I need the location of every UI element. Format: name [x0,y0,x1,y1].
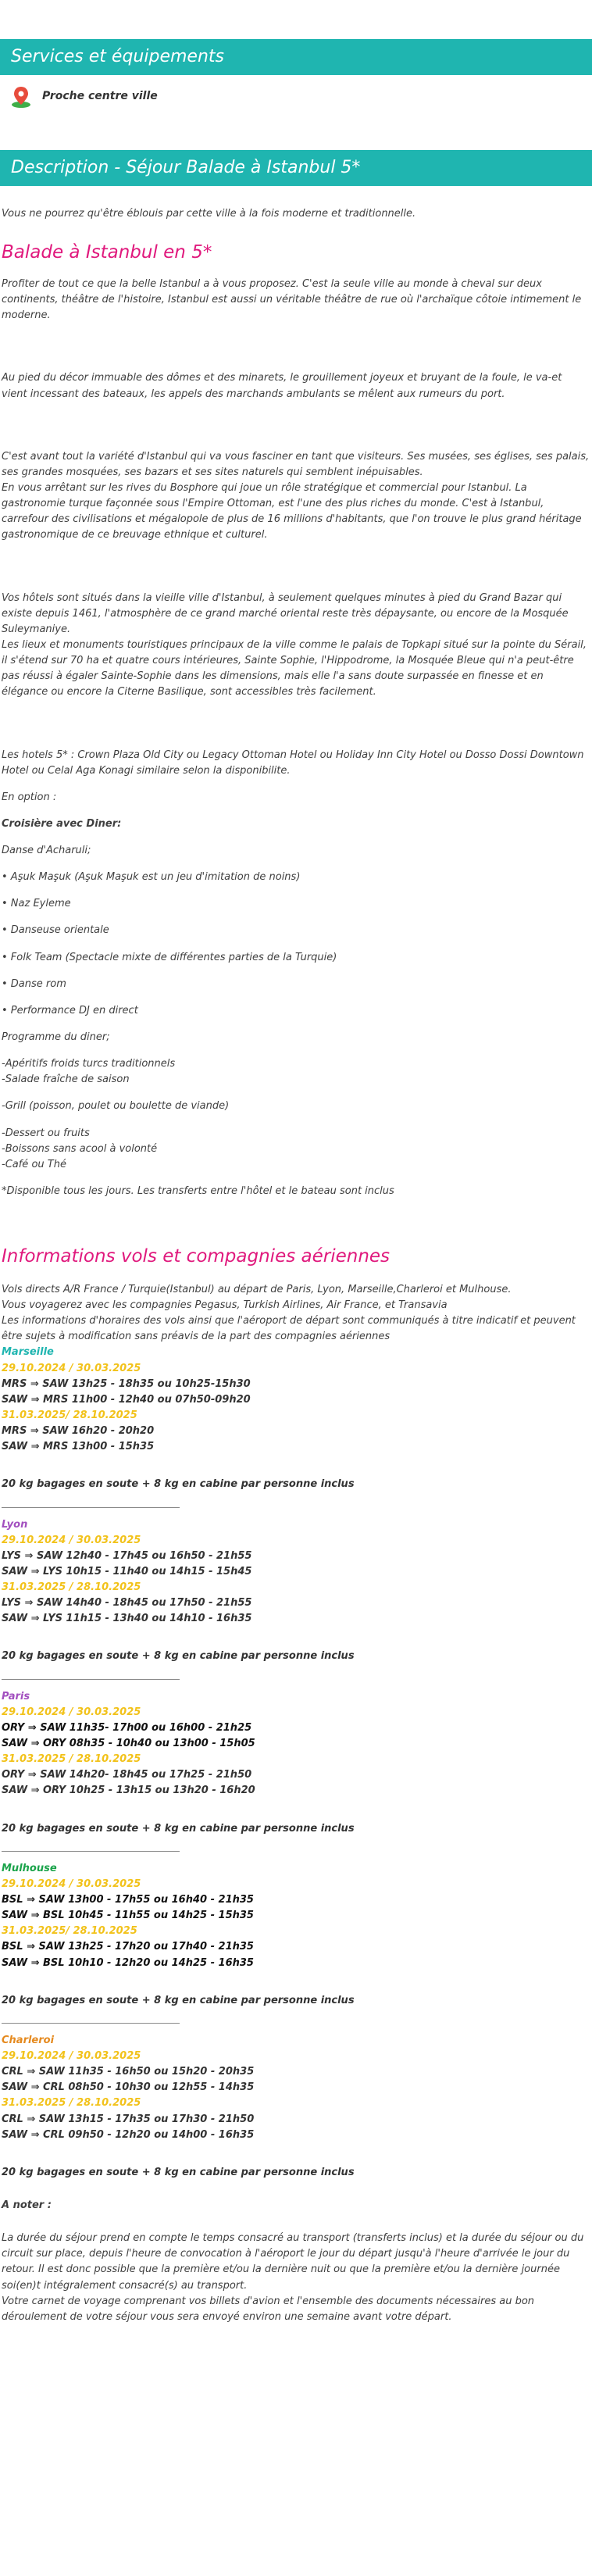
divider [2,2023,180,2024]
route: SAW ⇒ CRL 09h50 - 12h20 ou 14h00 - 16h35 [2,2128,255,2141]
route: ORY ⇒ SAW 11h35- 17h00 ou 16h00 - 21h25 [2,1721,252,1734]
period: 29.10.2024 / 30.03.2025 [2,1878,141,1890]
route: SAW ⇒ BSL 10h45 - 11h55 ou 14h25 - 15h35 [2,1910,254,1922]
description-body [0,206,592,1199]
city-block-charleroi [2,2033,590,2181]
flights-intro: Vols directs A/R France / Turquie(Istanbul) au départ de Paris, Lyon, Marseille,Charleroi et Mulhouse. Vous voyagerez avec les compagnies Pegasus, Turkish Airlines, Air France, et Transavia Les informations d'horaires des vols ainsi que l'aéroport de départ sont communiqués à titre indicatif et peuvent être sujets à modification sans préavis de la part des compagnies aériennes [2,1283,576,1343]
paragraph-2: Au pied du décor immuable des dômes et des minarets, le grouillement joyeux et bruyant de la foule, le va-et vient incessant des bateaux, les appels des marchands ambulants se mêlent aux rumeurs du port. [2,372,562,400]
route: SAW ⇒ ORY 08h35 - 10h40 ou 13h00 - 15h05 [2,1738,255,1750]
route: SAW ⇒ ORY 10h25 - 13h15 ou 13h20 - 16h20 [2,1785,255,1797]
route: CRL ⇒ SAW 11h35 - 16h50 ou 15h20 - 20h35 [2,2066,255,2078]
baggage-info: 20 kg bagages en soute + 8 kg en cabine par personne inclus [2,1994,355,2006]
period: 29.10.2024 / 30.03.2025 [2,1534,141,1546]
page [0,39,592,2341]
city-name: Paris [2,1690,30,1702]
city-name: Marseille [2,1346,54,1359]
baggage-info: 20 kg bagages en soute + 8 kg en cabine par personne inclus [2,1822,355,1835]
period: 31.03.2025 / 28.10.2025 [2,1753,141,1766]
city-block-mulhouse [2,1861,590,2024]
flights-title: Informations vols et compagnies aériennes [2,1246,391,1267]
note-text: La durée du séjour prend en compte le temps consacré au transport (transferts inclus) et la durée du séjour ou du circuit sur place, depuis l'heure de convocation à l'aéroport le jour du départ jusqu'à l'heure d'arrivée le jour du retour. Il est donc possible que la première et/ou la dernière nuit ou que la première et/ou la dernière journée soi(en)t intégralement consacré(s) au transport. Votre carnet de voyage comprenant vos billets d'avion et l'ensemble des documents nécessaires au bon déroulement de votre séjour vous sera envoyé environ une semaine avant votre départ. [2,2232,584,2323]
feature-item [0,75,592,113]
route: MRS ⇒ SAW 16h20 - 20h20 [2,1425,155,1438]
divider [2,1851,180,1852]
baggage-info: 20 kg bagages en soute + 8 kg en cabine par personne inclus [2,1650,355,1663]
menu-starters: -Apéritifs froids turcs traditionnels -Salade fraîche de saison [2,1058,176,1086]
route: SAW ⇒ CRL 08h50 - 10h30 ou 12h55 - 14h35 [2,2081,255,2094]
list-item: • Danse rom [2,977,66,990]
city-name: Mulhouse [2,1862,57,1874]
route: ORY ⇒ SAW 14h20- 18h45 ou 17h25 - 21h50 [2,1769,252,1781]
option-label: En option : [2,791,57,803]
period: 31.03.2025 / 28.10.2025 [2,1581,141,1594]
menu-main: -Grill (poisson, poulet ou boulette de viande) [2,1100,230,1113]
menu-desserts: -Dessert ou fruits -Boissons sans acool à volonté -Café ou Thé [2,1127,158,1170]
paragraph-3: C'est avant tout la variété d'Istanbul qui va vous fasciner en tant que visiteurs. Ses musées, ses églises, ses palais, ses grandes mosquées, ses bazars et ses sites naturels qui semblent inépuisables. En vous arrêtant sur les rives du Bosphore qui joue un rôle stratégique et commercial pour Istanbul. La gastronomie turque façonnée sous l'Empire Ottoman, est l'une des plus riches du monde. C'est à Istanbul, carrefour des civilisations et mégalopole de plus de 16 millions d'habitants, que l'on trouve le plus grand héritage gastronomique de ce breuvage ethnique et culturel. [2,450,590,541]
section-title: Balade à Istanbul en 5* [2,242,212,263]
route: BSL ⇒ SAW 13h00 - 17h55 ou 16h40 - 21h35 [2,1894,254,1906]
list-item: • Performance DJ en direct [2,1004,138,1016]
city-block-lyon [2,1517,590,1680]
city-name: Lyon [2,1518,28,1531]
dance-label: Danse d'Acharuli; [2,845,91,857]
route: LYS ⇒ SAW 12h40 - 17h45 ou 16h50 - 21h55 [2,1549,252,1562]
list-item: • Naz Eyleme [2,898,71,910]
period: 29.10.2024 / 30.03.2025 [2,1362,141,1374]
route: MRS ⇒ SAW 13h25 - 18h35 ou 10h25-15h30 [2,1377,251,1390]
city-name: Charleroi [2,2034,55,2046]
divider [2,1507,180,1508]
baggage-info: 20 kg bagages en soute + 8 kg en cabine par personne inclus [2,1478,355,1491]
note-heading: A noter : [2,2199,52,2211]
divider [2,1679,180,1680]
services-heading: Services et équipements [0,39,592,75]
period: 31.03.2025 / 28.10.2025 [2,2097,141,2110]
period: 29.10.2024 / 30.03.2025 [2,1706,141,1718]
hotels-text: Les hotels 5* : Crown Plaza Old City ou Legacy Ottoman Hotel ou Holiday Inn City Hotel ou Dosso Dossi Downtown Hotel ou Celal Aga Konagi similaire selon la disponibilite. [2,749,584,777]
period: 31.03.2025/ 28.10.2025 [2,1409,137,1421]
flights-section [0,1243,592,2325]
disclaimer-text: *Disponible tous les jours. Les transferts entre l'hôtel et le bateau sont inclus [2,1185,394,1198]
period: 29.10.2024 / 30.03.2025 [2,2050,141,2063]
intro-text: Vous ne pourrez qu'être éblouis par cette ville à la fois moderne et traditionnelle. [2,208,416,220]
paragraph-1: Profiter de tout ce que la belle Istanbul a à vous proposez. C'est la seule ville au monde à cheval sur deux continents, théâtre de l'histoire, Istanbul est aussi un véritable théâtre de rue où l'archaïque côtoie intimement le moderne. [2,277,582,322]
period: 31.03.2025/ 28.10.2025 [2,1925,137,1938]
city-block-paris [2,1689,590,1852]
city-block-marseille [2,1345,590,1507]
route: BSL ⇒ SAW 13h25 - 17h20 ou 17h40 - 21h35 [2,1941,254,1953]
route: SAW ⇒ LYS 11h15 - 13h40 ou 14h10 - 16h35 [2,1613,252,1625]
route: SAW ⇒ LYS 10h15 - 11h40 ou 14h15 - 15h45 [2,1565,252,1577]
list-item: • Aşuk Maşuk (Aşuk Maşuk est un jeu d'imitation de noins) [2,871,301,884]
route: SAW ⇒ MRS 11h00 - 12h40 ou 07h50-09h20 [2,1393,251,1406]
feature-label: Proche centre ville [42,90,158,103]
route: SAW ⇒ BSL 10h10 - 12h20 ou 14h25 - 16h35 [2,1956,254,1969]
list-item: • Danseuse orientale [2,924,109,937]
description-heading: Description - Séjour Balade à Istanbul 5* [0,150,592,186]
baggage-info: 20 kg bagages en soute + 8 kg en cabine par personne inclus [2,2166,355,2178]
list-item: • Folk Team (Spectacle mixte de différentes parties de la Turquie) [2,951,337,963]
route: LYS ⇒ SAW 14h40 - 18h45 ou 17h50 - 21h55 [2,1597,252,1610]
route: SAW ⇒ MRS 13h00 - 15h35 [2,1441,155,1453]
route: CRL ⇒ SAW 13h15 - 17h35 ou 17h30 - 21h50 [2,2113,255,2125]
paragraph-4: Vos hôtels sont situés dans la vieille ville d'Istanbul, à seulement quelques minutes à pied du Grand Bazar qui existe depuis 1461, l'atmosphère de ce grand marché oriental reste très dépaysante, ou encore de la Mosquée Suleymaniye. Les lieux et monuments touristiques principaux de la ville comme le palais de Topkapi situé sur la pointe du Sérail, il s'étend sur 70 ha et quatre cours intérieures, Sainte Sophie, l'Hippodrome, la Mosquée Bleue qui n'a peut-être pas réussi à égaler Sainte-Sophie dans les dimensions, mais elle l'a sans doute surpassée en finesse et en élégance ou encore la Citerne Basilique, sont accessibles très facilement. [2,591,587,698]
program-label: Programme du diner; [2,1031,110,1044]
location-pin-icon [8,84,34,110]
cruise-label: Croisière avec Diner: [2,817,122,830]
